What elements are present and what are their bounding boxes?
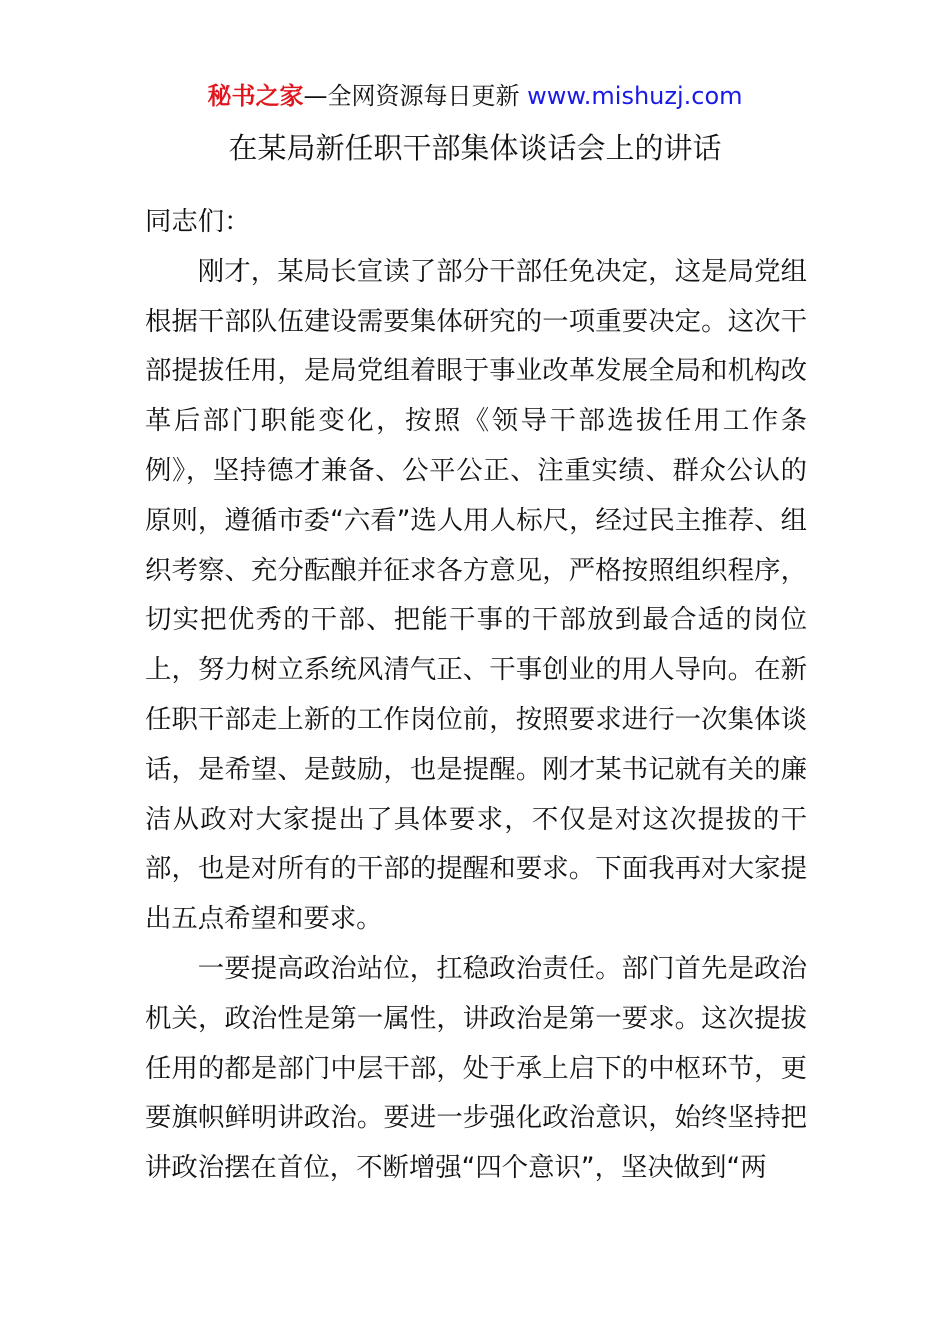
body-paragraph: 刚才，某局长宣读了部分干部任免决定，这是局党组根据干部队伍建设需要集体研究的一项重要决定。这次干部提拔任用，是局党组着眼于事业改革发展全局和机构改革后部门职能变化，按照《领导干部选拔任用工作条例》，坚持德才兼备、公平公正、注重实绩、群众公认的原则，遵循市委“六看”选人用人标尺，经过民主推荐、组织考察、充分酝酿并征求各方意见，严格按照组织程序，切实把优秀的干部、把能干事的干部放到最合适的岗位上，努力树立系统风清气正、干事创业的用人导向。在新任职干部走上新的工作岗位前，按照要求进行一次集体谈话，是希望、是鼓励，也是提醒。刚才某书记就有关的廉洁从政对大家提出了具体要求，不仅是对这次提拔的干部，也是对所有的干部的提醒和要求。下面我再对大家提出五点希望和要求。 (145, 255, 807, 935)
document-title: 在某局新任职干部集体谈话会上的讲话 (228, 131, 722, 165)
document-body (145, 197, 807, 1193)
header-tagline: —全网资源每日更新 (303, 82, 520, 110)
site-header (0, 80, 950, 112)
salutation: 同志们： (145, 206, 251, 237)
body-paragraph: 一要提高政治站位，扛稳政治责任。部门首先是政治机关，政治性是第一属性，讲政治是第一要求。这次提拔任用的都是部门中层干部，处于承上启下的中枢环节，更要旗帜鲜明讲政治。要进一步强化政治意识，始终坚持把讲政治摆在首位，不断增强“四个意识”，坚决做到“两 (145, 952, 807, 1184)
brand-name: 秘书之家 (207, 82, 304, 110)
site-url-link[interactable]: www.mishuzj.com (527, 82, 743, 110)
